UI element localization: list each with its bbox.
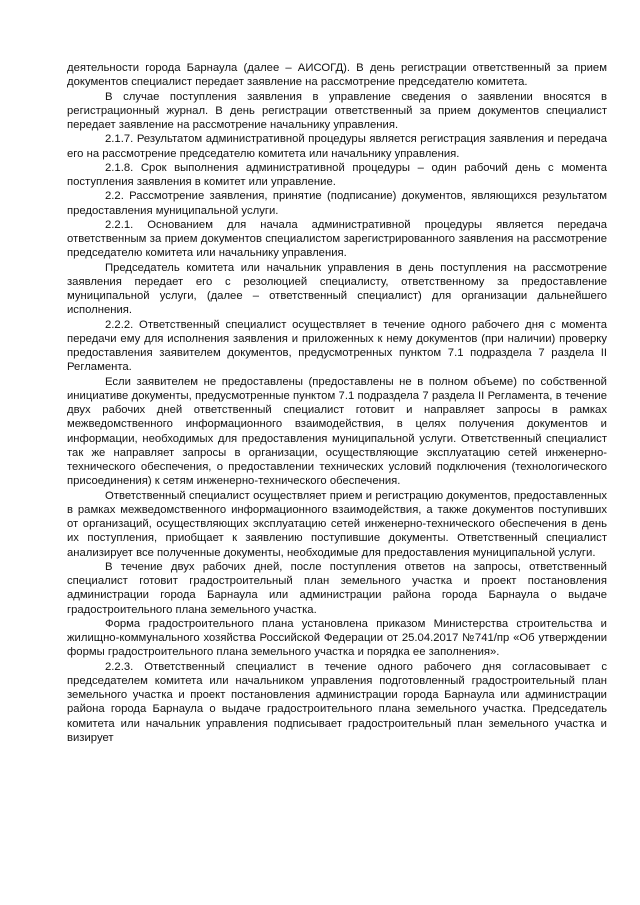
paragraph-1: деятельности города Барнаула (далее – АИСОГД). В день регистрации ответственный за прием документов специалист передает заявление на рассмотрение председателю комитета. — [67, 62, 607, 89]
document-body — [67, 61, 607, 745]
paragraph-6: 2.2.1. Основанием для начала административной процедуры является передача ответственным за прием документов специалистом зарегистрированного заявления на рассмотрение председателю комитета или начальнику управления. — [67, 218, 607, 260]
paragraph-5: 2.2. Рассмотрение заявления, принятие (подписание) документов, являющихся результатом предоставления муниципальной услуги. — [67, 190, 607, 217]
paragraph-9: Если заявителем не предоставлены (предоставлены не в полном объеме) по собственной инициативе документы, предусмотренные пунктом 7.1 подраздела 7 раздела II Регламента, в течение двух рабочих дней ответственный специалист готовит и направляет запросы в рамках межведомственного информационного взаимодействия, в целях получения документов и информации, необходимых для предоставления муниципальной услуги. Ответственный специалист так же направляет запросы в организации, осуществляющие эксплуатацию сетей инженерно-технического обеспечения, о предоставлении технических условий подключения (технологического присоединения) к сетям инженерно-технического обеспечения. — [67, 375, 607, 488]
paragraph-3: 2.1.7. Результатом административной процедуры является регистрация заявления и передача его на рассмотрение председателю комитета или начальнику управления. — [67, 133, 607, 160]
paragraph-8: 2.2.2. Ответственный специалист осуществляет в течение одного рабочего дня с момента передачи ему для исполнения заявления и приложенных к нему документов (при наличии) проверку предоставления заявителем документов, предусмотренных пунктом 7.1 подраздела 7 раздела II Регламента. — [67, 318, 607, 374]
paragraph-11: В течение двух рабочих дней, после поступления ответов на запросы, ответственный специалист готовит градостроительный план земельного участка и проект постановления администрации города Барнаула или администрации района города Барнаула о выдаче градостроительного плана земельного участка. — [67, 560, 607, 616]
paragraph-13: 2.2.3. Ответственный специалист в течение одного рабочего дня согласовывает с председателем комитета или начальником управления подготовленный градостроительный план земельного участка и проект постановления администрации города Барнаула или администрации района города Барнаула о выдаче градостроительного плана земельного участка. Председатель комитета или начальник управления подписывает градостроительный план земельного участка и визирует — [67, 660, 607, 744]
paragraph-12: Форма градостроительного плана установлена приказом Министерства строительства и жилищно-коммунального хозяйства Российской Федерации от 25.04.2017 №741/пр «Об утверждении формы градостроительного плана земельного участка и порядка ее заполнения». — [67, 617, 607, 659]
paragraph-4: 2.1.8. Срок выполнения административной процедуры – один рабочий день с момента поступления заявления в комитет или управление. — [67, 161, 607, 188]
paragraph-7: Председатель комитета или начальник управления в день поступления на рассмотрение заявления передает его с резолюцией специалисту, ответственному за предоставление муниципальной услуги, (далее – ответственный специалист) для организации дальнейшего исполнения. — [67, 261, 607, 317]
paragraph-2: В случае поступления заявления в управление сведения о заявлении вносятся в регистрационный журнал. В день регистрации ответственный за прием документов специалист передает заявление на рассмотрение начальнику управления. — [67, 90, 607, 131]
paragraph-10: Ответственный специалист осуществляет прием и регистрацию документов, предоставленных в рамках межведомственного информационного взаимодействия, а также документов поступивших от организаций, осуществляющих эксплуатацию сетей инженерно-технического обеспечения в день их поступления, приобщает к заявлению поступившие документы. Ответственный специалист анализирует все полученные документы, необходимые для предоставления муниципальной услуги. — [67, 489, 607, 559]
